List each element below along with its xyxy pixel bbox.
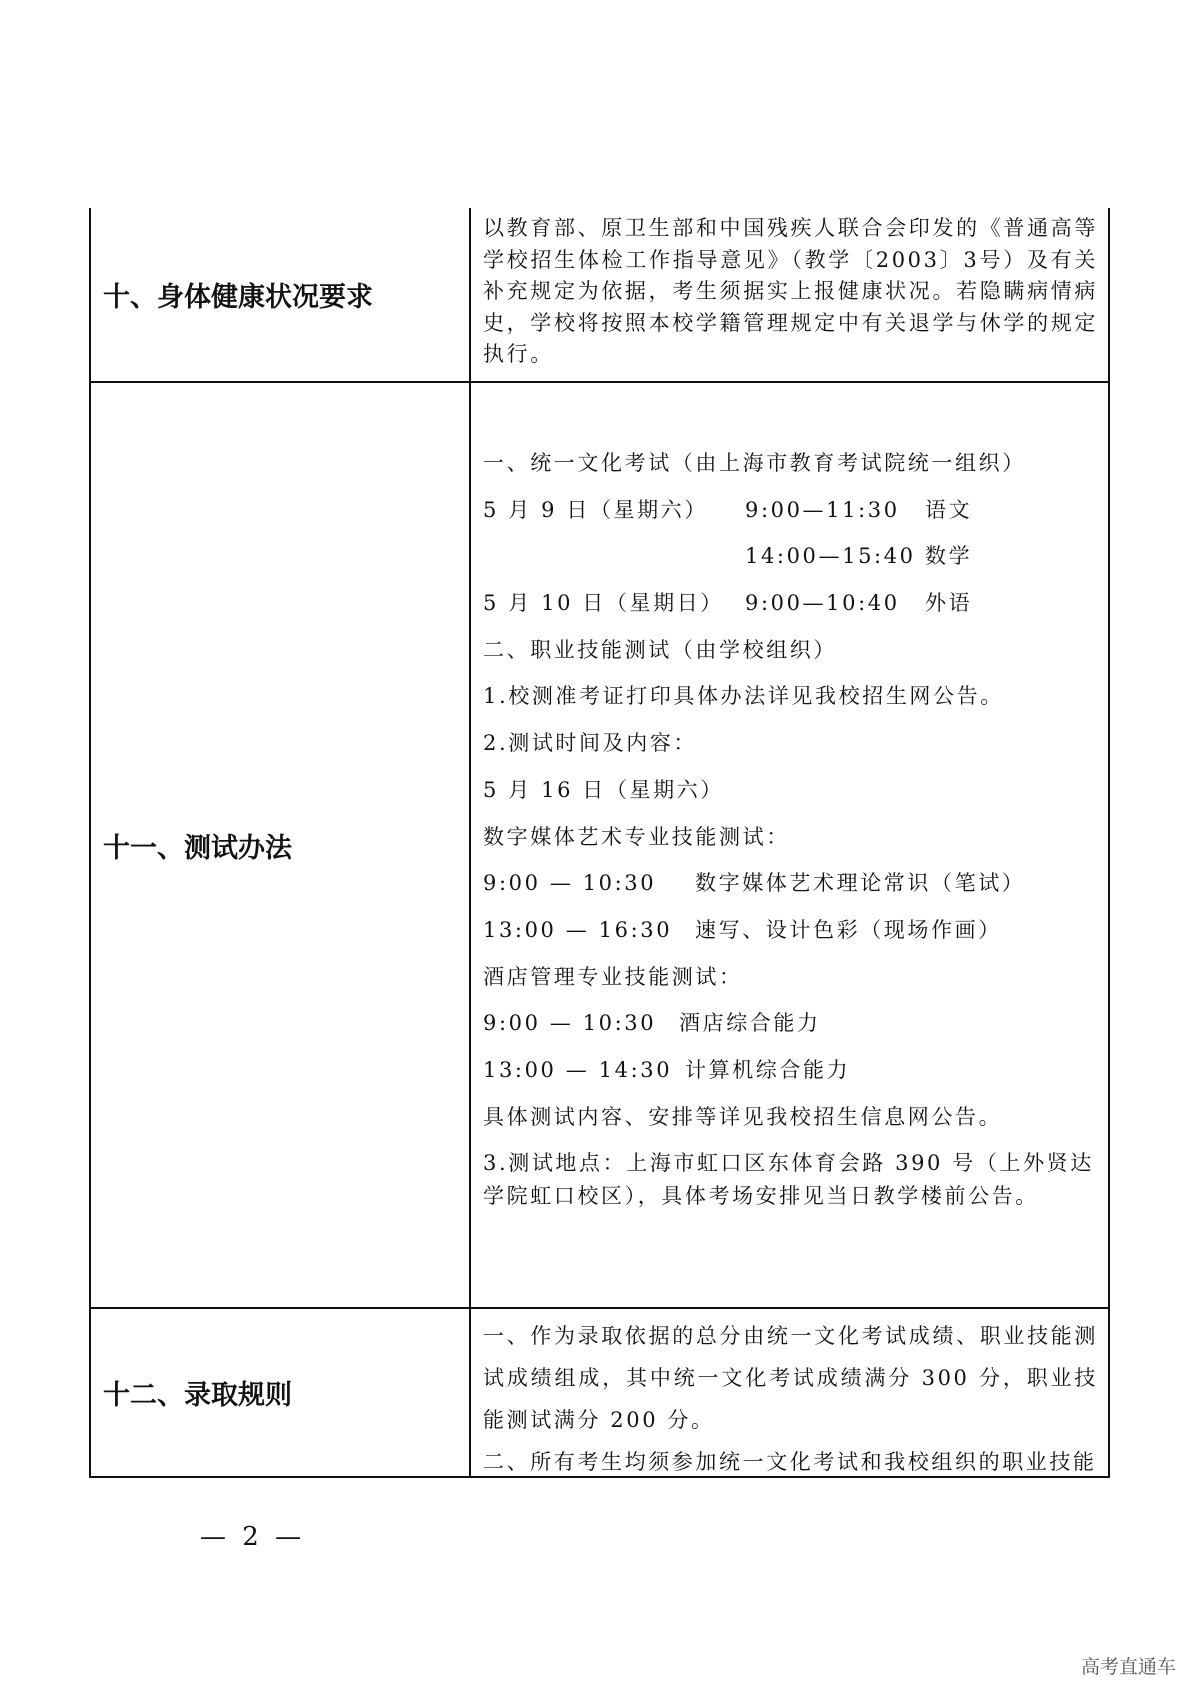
exam-time: 9:00—11:30 (745, 497, 900, 522)
item-1: 1.校测准考证打印具体办法详见我校招生网公告。 (483, 684, 1004, 709)
item-2: 2.测试时间及内容： (483, 731, 698, 756)
notice: 具体测试内容、安排等详见我校招生信息网公告。 (483, 1104, 1003, 1129)
admission-para-2: 二、所有考生均须参加统一文化考试和我校组织的职业技能 (483, 1450, 1097, 1474)
hotel-content: 酒店综合能力 (679, 1011, 821, 1036)
hotel-content: 计算机综合能力 (685, 1057, 851, 1082)
dma-content: 速写、设计色彩（现场作画） (695, 917, 1002, 942)
test-date: 5 月 16 日（星期六） (483, 777, 724, 802)
exam-row (483, 533, 1098, 580)
exam-row (483, 487, 1098, 534)
exam-row (483, 580, 1098, 627)
row-health-requirements (91, 208, 1108, 381)
hotel-time: 13:00 — 14:30 (483, 1057, 673, 1082)
hotel-row (483, 1000, 1098, 1047)
hotel-heading: 酒店管理专业技能测试： (483, 964, 743, 989)
health-text: 以教育部、原卫生部和中国残疾人联合会印发的《普通高等学校招生体检工作指导意见》（教学〔2003〕3号）及有关补充规定为依据，考生须据实上报健康状况。若隐瞒病情病史，学校将按照本校学籍管理规定中有关退学与休学的规定执行。 (483, 216, 1098, 366)
dma-row (483, 907, 1098, 954)
item-3-location: 3.测试地点：上海市虹口区东体育会路 390 号（上外贤达学院虹口校区），具体考场安排见当日教学楼前公告。 (483, 1151, 1094, 1209)
exam-time: 9:00—10:40 (745, 591, 900, 616)
page-number: — 2 — (200, 1522, 306, 1552)
exam-date: 5 月 10 日（星期日） (483, 591, 724, 616)
row-test-methods (91, 381, 1108, 1307)
section-label-test: 十一、测试办法 (91, 383, 471, 1307)
section-content-admission (471, 1309, 1108, 1476)
exam-subject: 语文 (925, 497, 973, 522)
exam-subject: 数学 (925, 544, 973, 569)
section-label-health: 十、身体健康状况要求 (91, 208, 471, 381)
dma-heading: 数字媒体艺术专业技能测试： (483, 824, 790, 849)
dma-content: 数字媒体艺术理论常识（笔试） (695, 871, 1026, 896)
watermark: 高考直通车 (1080, 1656, 1176, 1678)
admission-para-1: 一、作为录取依据的总分由统一文化考试成绩、职业技能测试成绩组成，其中统一文化考试成绩满分 300 分，职业技能测试满分 200 分。 (483, 1324, 1098, 1432)
skill-heading: 二、职业技能测试（由学校组织） (483, 637, 837, 662)
dma-row (483, 860, 1098, 907)
exam-heading: 一、统一文化考试（由上海市教育考试院统一组织） (483, 451, 1026, 475)
section-content-test (471, 383, 1108, 1307)
section-label-admission: 十二、录取规则 (91, 1309, 471, 1476)
exam-time: 14:00—15:40 (745, 544, 916, 569)
hotel-row (483, 1047, 1098, 1094)
hotel-time: 9:00 — 10:30 (483, 1011, 657, 1036)
admission-table (89, 208, 1110, 1478)
dma-time: 13:00 — 16:30 (483, 917, 673, 942)
dma-time: 9:00 — 10:30 (483, 871, 657, 896)
section-content-health (471, 208, 1108, 381)
exam-subject: 外语 (925, 591, 973, 616)
row-admission-rules (91, 1307, 1108, 1476)
exam-date: 5 月 9 日（星期六） (483, 497, 708, 522)
